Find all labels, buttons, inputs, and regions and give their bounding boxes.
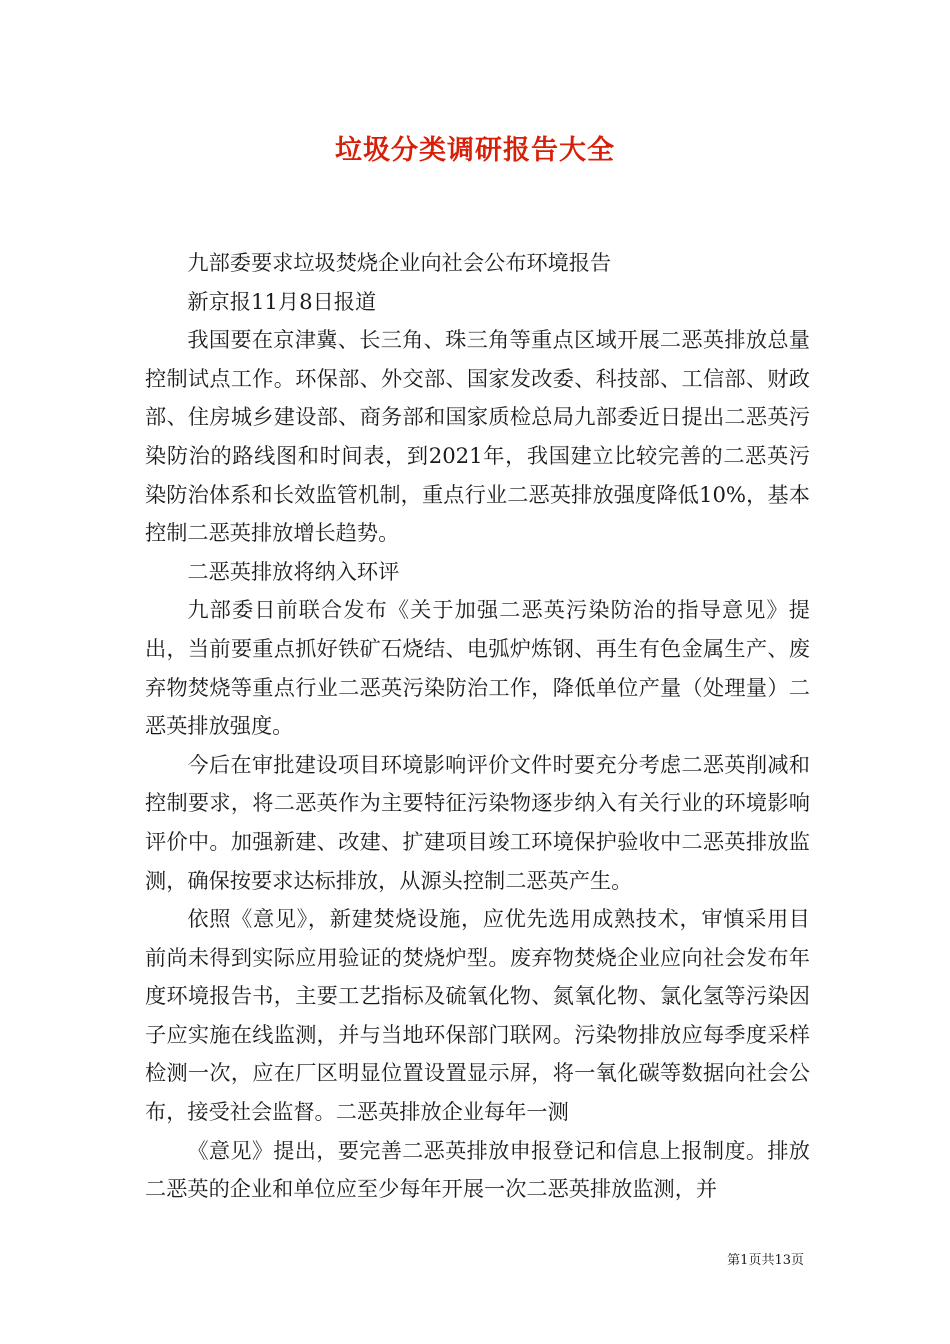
document-title: 垃圾分类调研报告大全: [335, 135, 615, 166]
document-body: [145, 244, 810, 1209]
body-paragraph: 今后在审批建设项目环境影响评价文件时要充分考虑二恶英削减和控制要求，将二恶英作为主要特征污染物逐步纳入有关行业的环境影响评价中。加强新建、改建、扩建项目竣工环境保护验收中二恶英排放监测，确保按要求达标排放，从源头控制二恶英产生。: [145, 751, 810, 893]
body-paragraph: 我国要在京津冀、长三角、珠三角等重点区域开展二恶英排放总量控制试点工作。环保部、外交部、国家发改委、科技部、工信部、财政部、住房城乡建设部、商务部和国家质检总局九部委近日提出二恶英污染防治的路线图和时间表，到2021年，我国建立比较完善的二恶英污染防治体系和长效监管机制，重点行业二恶英排放强度降低10%，基本控制二恶英排放增长趋势。: [145, 327, 810, 546]
body-paragraph: 九部委日前联合发布《关于加强二恶英污染防治的指导意见》提出，当前要重点抓好铁矿石烧结、电弧炉炼钢、再生有色金属生产、废弃物焚烧等重点行业二恶英污染防治工作，降低单位产量（处理量）二恶英排放强度。: [145, 597, 810, 739]
page-number-footer: 第1页共13页: [727, 1253, 804, 1268]
body-paragraph: 《意见》提出，要完善二恶英排放申报登记和信息上报制度。排放二恶英的企业和单位应至少每年开展一次二恶英排放监测，并: [145, 1137, 810, 1202]
body-paragraph: 依照《意见》，新建焚烧设施，应优先选用成熟技术，审慎采用目前尚未得到实际应用验证的焚烧炉型。废弃物焚烧企业应向社会发布年度环境报告书，主要工艺指标及硫氧化物、氮氧化物、氯化氢等污染因子应实施在线监测，并与当地环保部门联网。污染物排放应每季度采样检测一次，应在厂区明显位置设置显示屏，将一氧化碳等数据向社会公布，接受社会监督。二恶英排放企业每年一测: [145, 906, 810, 1125]
subheading-paragraph: 九部委要求垃圾焚烧企业向社会公布环境报告: [187, 250, 612, 275]
dateline-paragraph: 新京报11月8日报道: [187, 288, 377, 314]
section-heading-paragraph: 二恶英排放将纳入环评: [187, 558, 400, 584]
